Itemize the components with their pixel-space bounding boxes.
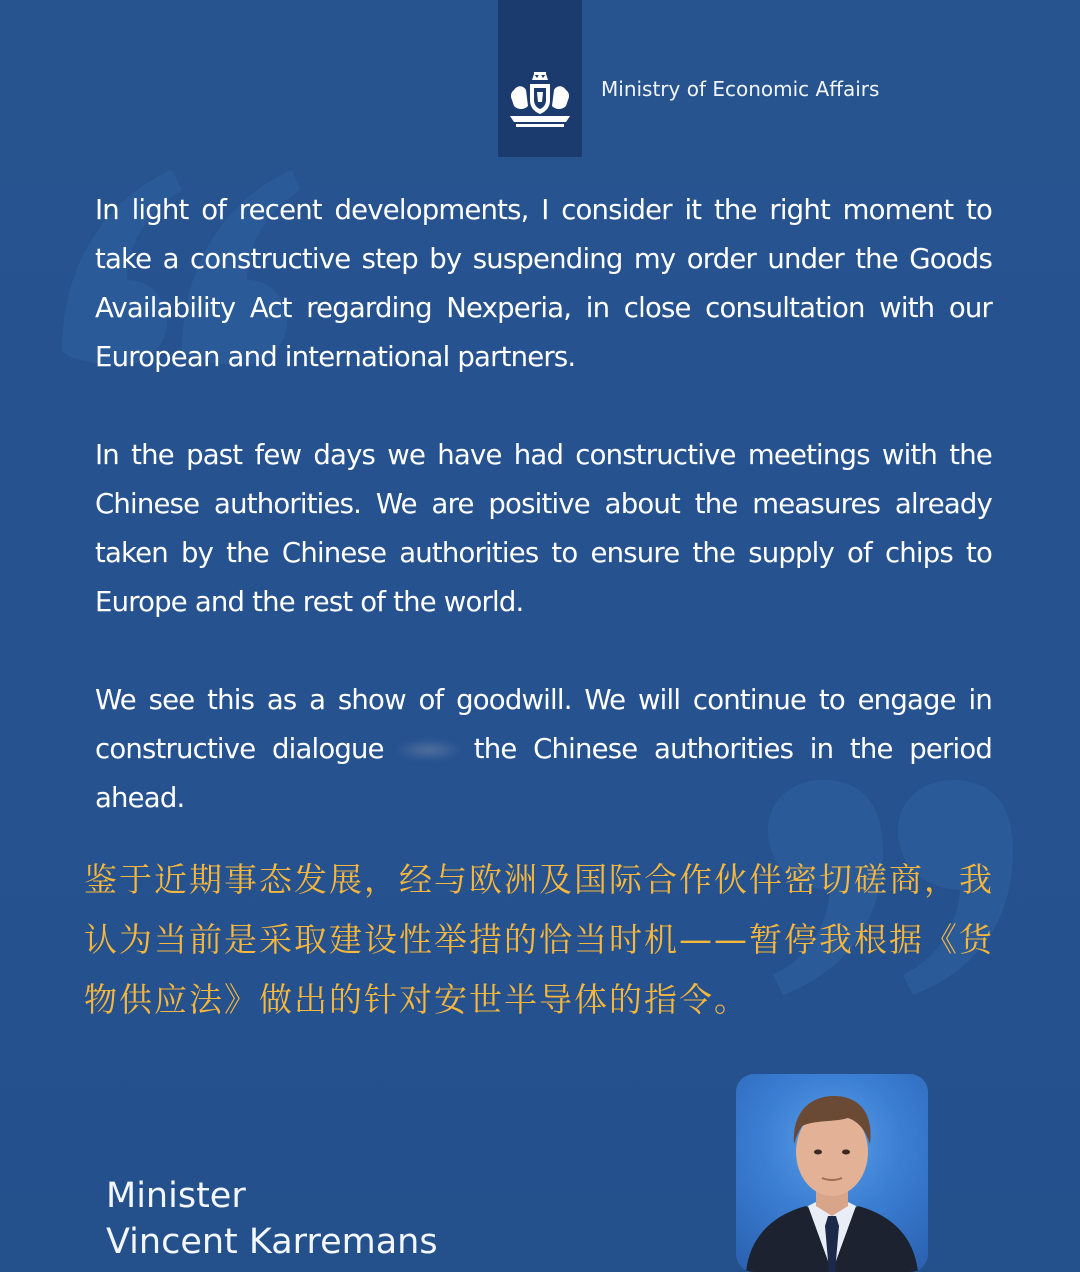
signature-name: Vincent Karremans bbox=[106, 1222, 438, 1262]
paragraph-3-part-1: We see this as a show of goodwill. We will continue to engage in constructive dialogue bbox=[95, 684, 992, 765]
blurred-word bbox=[394, 739, 464, 761]
paragraph-3-part-2: the Chinese authorities in the period ahead. bbox=[95, 733, 992, 814]
ministry-name: Ministry of Economic Affairs bbox=[601, 77, 880, 101]
statement-paragraph-2: In the past few days we have had constructive meetings with the Chinese authorities. We are positive about the measures already taken by the Chinese authorities to ensure the supply of chips to Europe and the rest of the world. bbox=[95, 439, 992, 618]
signature-title: Minister bbox=[106, 1176, 246, 1216]
statement-paragraph-3 bbox=[95, 676, 992, 823]
chinese-translation: 鉴于近期事态发展，经与欧洲及国际合作伙伴密切磋商，我认为当前是采取建设性举措的恰当时机——暂停我根据《货物供应法》做出的针对安世半导体的指令。 bbox=[84, 860, 994, 1019]
dutch-coat-of-arms-icon bbox=[506, 70, 574, 132]
minister-portrait bbox=[736, 1074, 928, 1272]
signature-block bbox=[106, 1173, 438, 1265]
statement-paragraph-1: In light of recent developments, I consider it the right moment to take a constructive step by suspending my order under the Goods Availability Act regarding Nexperia, in close consultation with our European and international partners. bbox=[95, 194, 992, 373]
ministry-logo-bar bbox=[498, 0, 582, 157]
